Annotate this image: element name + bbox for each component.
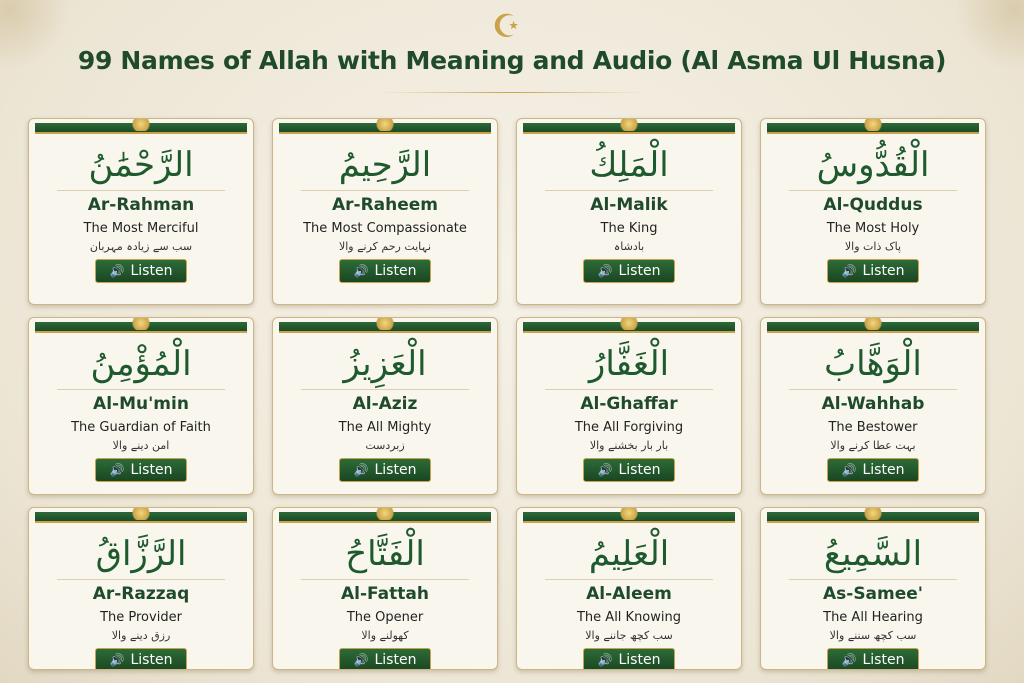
speaker-icon: 🔊: [109, 264, 125, 278]
name-card: [272, 118, 498, 305]
listen-label: Listen: [130, 652, 173, 668]
name-card: [272, 507, 498, 670]
name-card: [760, 118, 986, 305]
transliteration: Al-Quddus: [823, 195, 923, 215]
urdu-meaning: سب سے زیادہ مہربان: [89, 240, 193, 253]
urdu-meaning: بادشاہ: [613, 240, 645, 253]
english-meaning: The Provider: [100, 610, 182, 625]
transliteration: Al-Aziz: [352, 394, 418, 414]
card-header-band: [35, 322, 247, 333]
listen-button[interactable]: [583, 259, 676, 283]
urdu-meaning: سب کچھ سننے والا: [829, 629, 917, 642]
urdu-meaning: بار بار بخشنے والا: [589, 439, 669, 452]
listen-button[interactable]: [95, 259, 188, 283]
transliteration: As-Samee': [822, 584, 924, 604]
arabic-name: الْمُؤْمِنُ: [90, 344, 192, 384]
listen-button[interactable]: [339, 458, 432, 482]
card-header-band: [35, 123, 247, 134]
listen-button[interactable]: [583, 458, 676, 482]
arabic-name: الرَّحِيمُ: [338, 145, 432, 185]
divider: [301, 389, 469, 390]
arabic-name: الْعَزِيزُ: [343, 344, 427, 384]
listen-button[interactable]: [95, 458, 188, 482]
urdu-meaning: امن دینے والا: [112, 439, 170, 452]
listen-label: Listen: [130, 462, 173, 478]
english-meaning: The All Knowing: [576, 610, 681, 625]
name-card: [516, 317, 742, 495]
urdu-meaning: بہت عطا کرنے والا: [830, 439, 916, 452]
transliteration: Al-Mu'min: [93, 394, 189, 414]
title-divider: [380, 92, 644, 93]
speaker-icon: 🔊: [597, 463, 613, 477]
transliteration: Al-Wahhab: [821, 394, 925, 414]
speaker-icon: 🔊: [353, 653, 369, 667]
arabic-name: الْوَهَّابُ: [824, 344, 922, 384]
listen-label: Listen: [862, 462, 905, 478]
divider: [57, 389, 225, 390]
name-card: [760, 317, 986, 495]
listen-label: Listen: [374, 462, 417, 478]
speaker-icon: 🔊: [597, 653, 613, 667]
divider: [545, 579, 713, 580]
english-meaning: The Most Holy: [826, 221, 920, 236]
listen-button[interactable]: [583, 648, 676, 670]
listen-label: Listen: [618, 652, 661, 668]
speaker-icon: 🔊: [841, 463, 857, 477]
listen-label: Listen: [618, 263, 661, 279]
listen-label: Listen: [374, 652, 417, 668]
english-meaning: The All Mighty: [338, 420, 432, 435]
transliteration: Al-Malik: [590, 195, 668, 215]
transliteration: Ar-Razzaq: [92, 584, 190, 604]
card-header-band: [279, 512, 491, 523]
card-header-band: [35, 512, 247, 523]
card-header-band: [767, 512, 979, 523]
divider: [545, 190, 713, 191]
card-header-band: [279, 123, 491, 134]
arabic-name: الرَّزَّاقُ: [95, 534, 187, 574]
urdu-meaning: سب کچھ جاننے والا: [585, 629, 673, 642]
arabic-name: السَّمِيعُ: [823, 534, 923, 574]
divider: [57, 190, 225, 191]
english-meaning: The All Hearing: [823, 610, 923, 625]
card-header-band: [767, 123, 979, 134]
english-meaning: The All Forgiving: [574, 420, 684, 435]
divider: [545, 389, 713, 390]
urdu-meaning: نہایت رحم کرنے والا: [338, 240, 432, 253]
speaker-icon: 🔊: [109, 653, 125, 667]
english-meaning: The Opener: [346, 610, 424, 625]
transliteration: Ar-Rahman: [87, 195, 195, 215]
listen-button[interactable]: [339, 259, 432, 283]
arabic-name: الْعَلِيمُ: [588, 534, 670, 574]
listen-label: Listen: [862, 263, 905, 279]
english-meaning: The Most Compassionate: [303, 221, 467, 236]
english-meaning: The Guardian of Faith: [71, 420, 211, 435]
speaker-icon: 🔊: [353, 463, 369, 477]
card-header-band: [523, 512, 735, 523]
listen-button[interactable]: [827, 259, 920, 283]
listen-button[interactable]: [339, 648, 432, 670]
card-header-band: [279, 322, 491, 333]
arabic-name: الْفَتَّاحُ: [345, 534, 425, 574]
page-title: 99 Names of Allah with Meaning and Audio (Al Asma Ul Husna): [77, 46, 947, 75]
divider: [301, 190, 469, 191]
transliteration: Al-Aleem: [586, 584, 672, 604]
card-header-band: [523, 123, 735, 134]
speaker-icon: 🔊: [353, 264, 369, 278]
name-card: [28, 118, 254, 305]
transliteration: Al-Ghaffar: [580, 394, 678, 414]
listen-button[interactable]: [827, 648, 920, 670]
speaker-icon: 🔊: [841, 653, 857, 667]
speaker-icon: 🔊: [597, 264, 613, 278]
names-grid: [28, 118, 986, 670]
transliteration: Ar-Raheem: [331, 195, 439, 215]
divider: [789, 389, 957, 390]
listen-button[interactable]: [95, 648, 188, 670]
divider: [789, 190, 957, 191]
urdu-meaning: زبردست: [365, 439, 405, 452]
divider: [789, 579, 957, 580]
arabic-name: الرَّحْمَٰنُ: [88, 145, 194, 185]
listen-button[interactable]: [827, 458, 920, 482]
card-header-band: [767, 322, 979, 333]
urdu-meaning: کھولنے والا: [361, 629, 409, 642]
listen-label: Listen: [862, 652, 905, 668]
arabic-name: الْغَفَّارُ: [588, 344, 670, 384]
divider: [301, 579, 469, 580]
card-header-band: [523, 322, 735, 333]
english-meaning: The Bestower: [828, 420, 918, 435]
speaker-icon: 🔊: [841, 264, 857, 278]
listen-label: Listen: [130, 263, 173, 279]
name-card: [272, 317, 498, 495]
urdu-meaning: رزق دینے والا: [111, 629, 171, 642]
name-card: [516, 118, 742, 305]
urdu-meaning: پاک ذات والا: [844, 240, 902, 253]
name-card: [516, 507, 742, 670]
english-meaning: The King: [600, 221, 658, 236]
transliteration: Al-Fattah: [341, 584, 429, 604]
name-card: [760, 507, 986, 670]
english-meaning: The Most Merciful: [83, 221, 199, 236]
arabic-name: الْمَلِكُ: [589, 145, 669, 185]
page-header: [0, 0, 1024, 110]
name-card: [28, 317, 254, 495]
speaker-icon: 🔊: [109, 463, 125, 477]
divider: [57, 579, 225, 580]
listen-label: Listen: [618, 462, 661, 478]
listen-label: Listen: [374, 263, 417, 279]
name-card: [28, 507, 254, 670]
crescent-star-icon: ☪: [492, 8, 521, 44]
arabic-name: الْقُدُّوسُ: [816, 145, 930, 185]
